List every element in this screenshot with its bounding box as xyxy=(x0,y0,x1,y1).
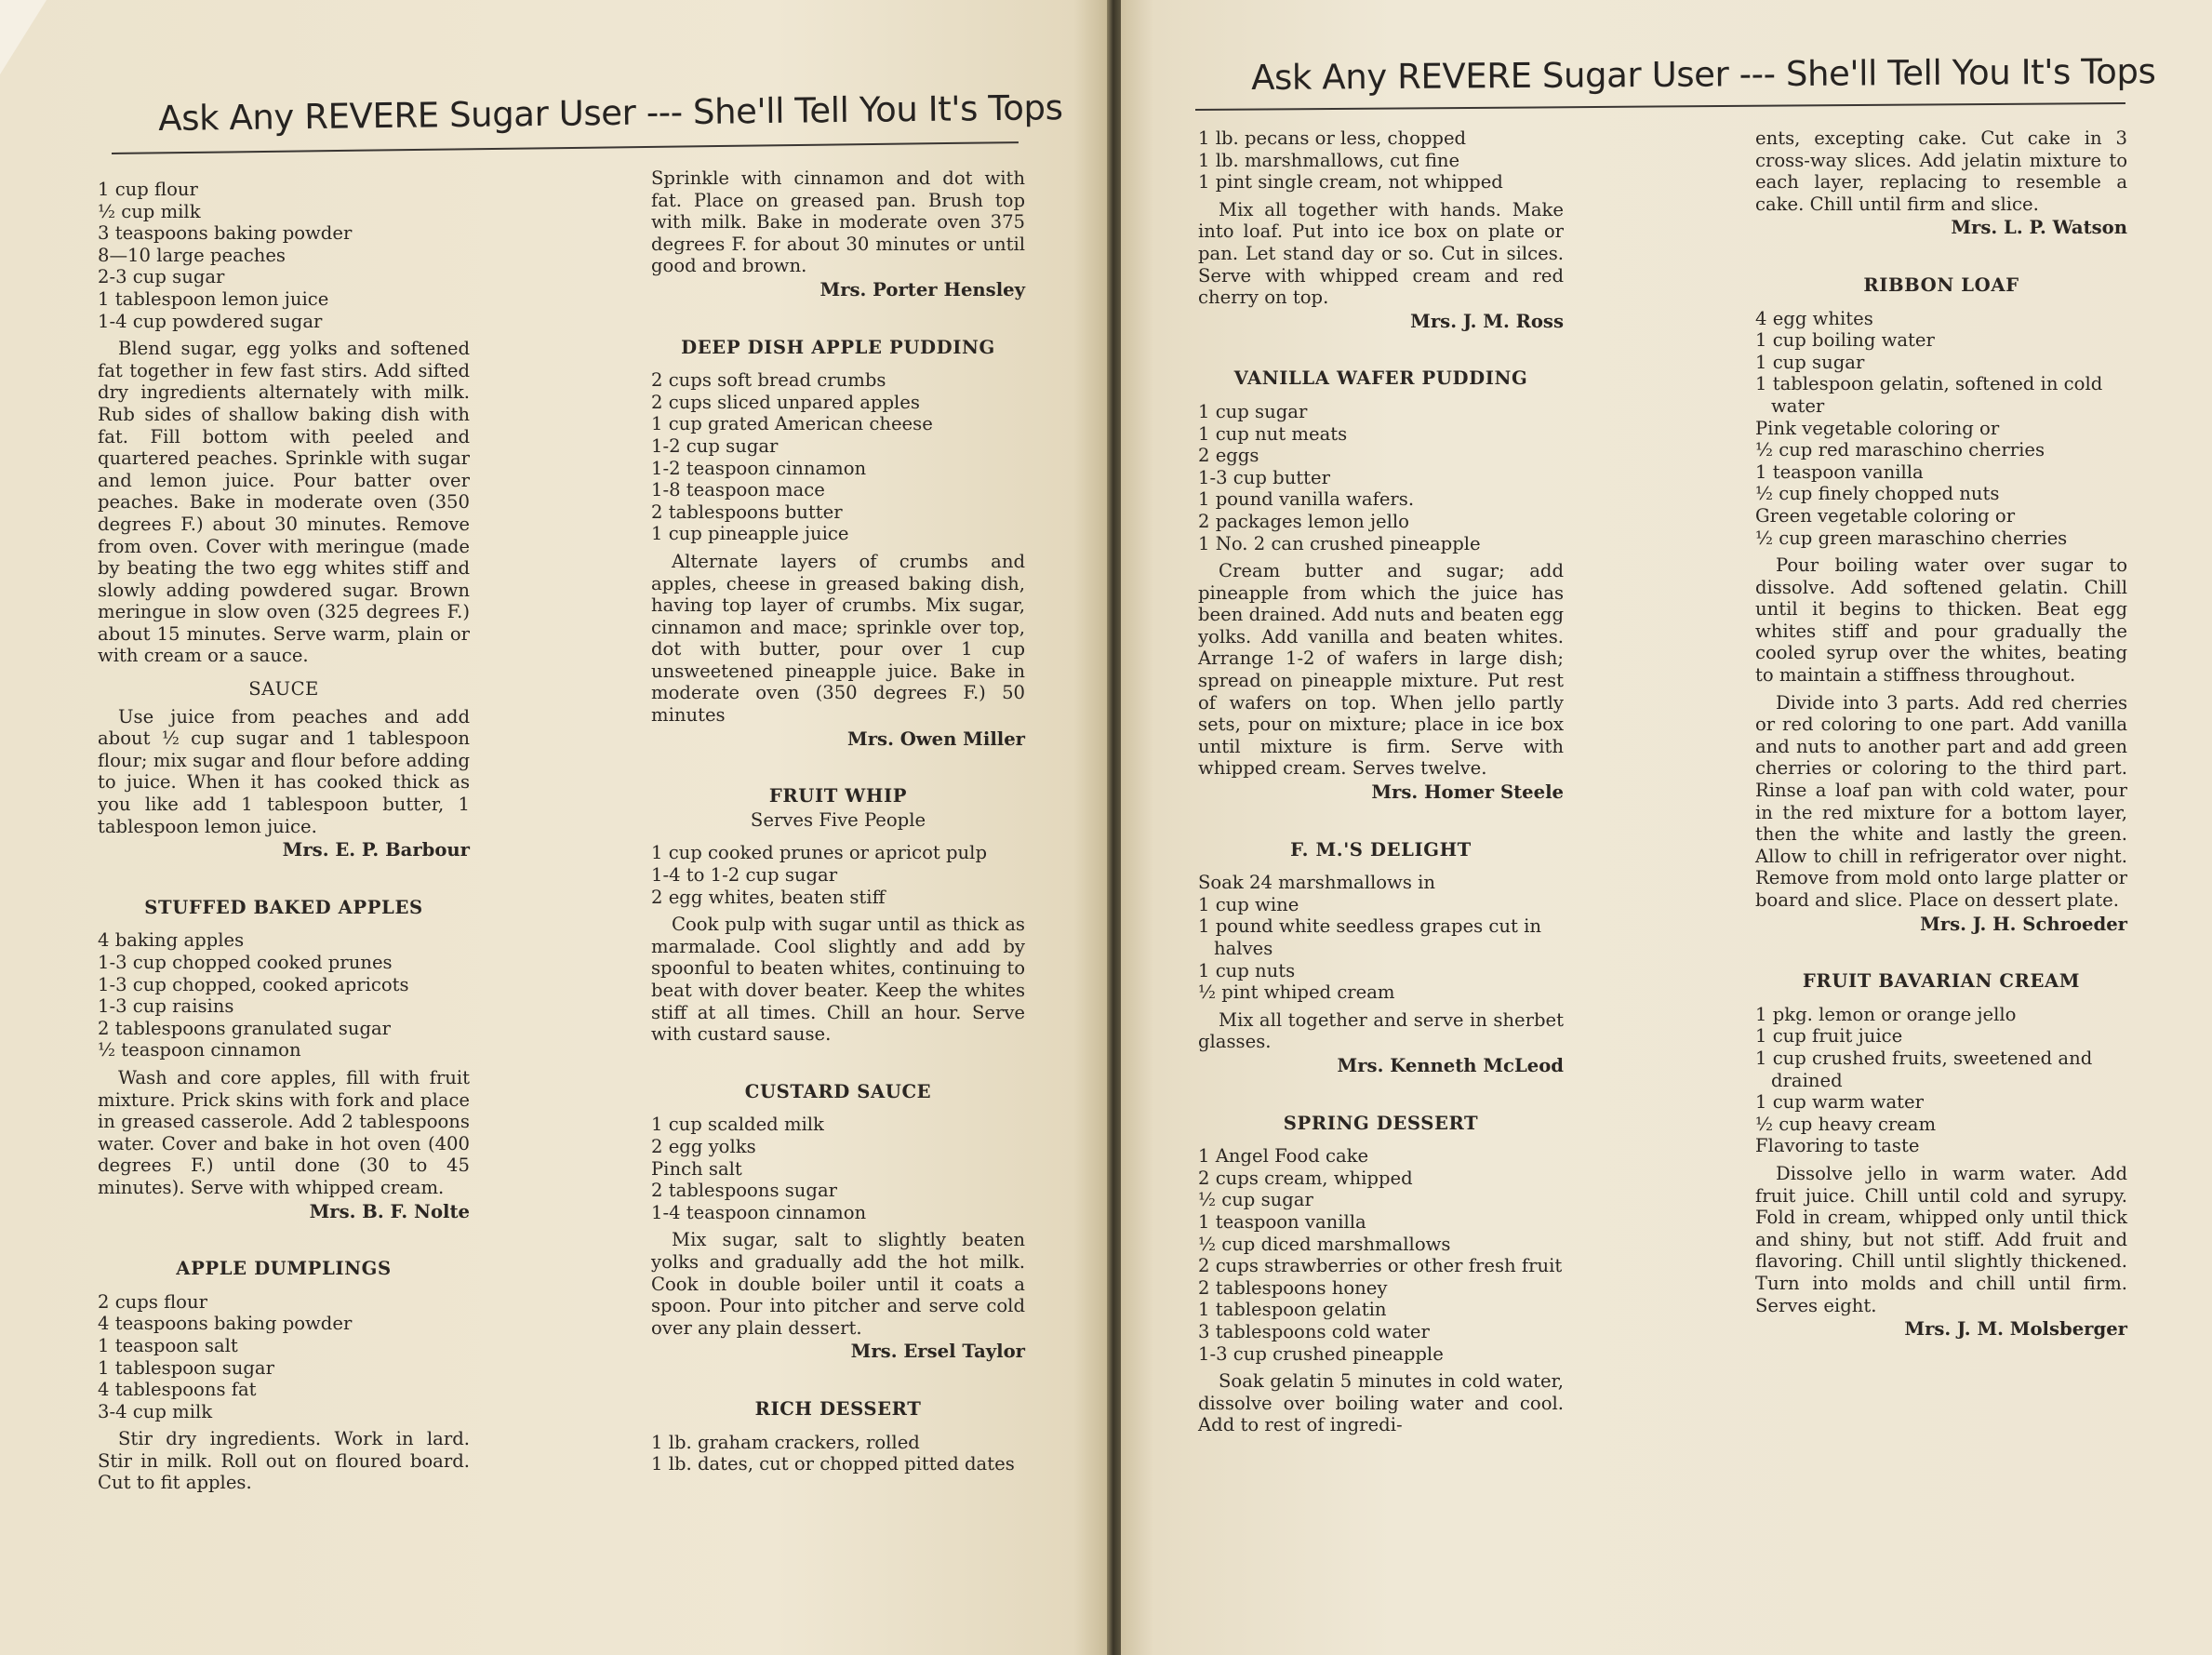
recipe-attribution: Mrs. E. P. Barbour xyxy=(282,839,470,861)
ingredient-list xyxy=(651,369,1025,545)
ingredient-item: 4 tablespoons fat xyxy=(98,1379,257,1401)
ingredient-item: 1 teaspoon salt xyxy=(98,1334,238,1356)
ingredient-item: 1-3 cup chopped, cooked apricots xyxy=(98,973,409,995)
recipe-directions: Stir dry ingredients. Work in lard. Stir in milk. Roll out on floured board. Cut to fit apples. xyxy=(98,1428,470,1494)
ingredient-item: 1 cup scalded milk xyxy=(651,1114,824,1136)
ingredient-item: 2 tablespoons butter xyxy=(651,501,843,523)
ingredient-item: 1 cup crushed fruits, sweetened and drained xyxy=(1755,1047,2093,1091)
recipe-attribution: Mrs. Ersel Taylor xyxy=(850,1341,1025,1363)
ingredient-list xyxy=(651,1432,1025,1475)
ingredient-item: 1 lb. marshmallows, cut fine xyxy=(1198,149,1460,171)
ingredient-item: 1-4 to 1-2 cup sugar xyxy=(651,864,838,887)
recipe-block xyxy=(98,1258,470,1494)
recipe-block xyxy=(1198,1113,1564,1436)
recipe-block xyxy=(1198,127,1564,332)
recipe-directions: Pour boiling water over sugar to dissolve. Add softened gelatin. Chill until it begins to thicken. Beat egg whites stiff and pour gradually the cooled syrup over the whites, beating to maintain a stiffness throughout. xyxy=(1755,554,2127,687)
ingredient-item: ½ cup sugar xyxy=(1198,1189,1313,1211)
ingredient-item: 1 cup wine xyxy=(1198,893,1299,915)
ingredient-item: 1 cup nuts xyxy=(1198,959,1296,981)
recipe-attribution: Mrs. Owen Miller xyxy=(847,727,1025,750)
ingredient-item: Flavoring to taste xyxy=(1755,1135,1920,1157)
ingredient-item: 2 egg yolks xyxy=(651,1135,756,1157)
ingredient-list xyxy=(1198,127,1564,194)
ingredient-item: ½ teaspoon cinnamon xyxy=(98,1039,301,1061)
ingredient-item: 1 cup sugar xyxy=(1755,351,1865,373)
recipe-title: DEEP DISH APPLE PUDDING xyxy=(681,336,995,358)
recipe-attribution: Mrs. Porter Hensley xyxy=(820,278,1025,300)
ingredient-item: 1 No. 2 can crushed pineapple xyxy=(1198,532,1481,554)
ingredient-item: 2 cups cream, whipped xyxy=(1198,1167,1413,1189)
recipe-title: FRUIT BAVARIAN CREAM xyxy=(1802,970,2081,993)
recipe-block xyxy=(651,1081,1025,1363)
ingredient-item: 2 cups sliced unpared apples xyxy=(651,391,920,413)
ingredient-item: 4 egg whites xyxy=(1755,307,1873,329)
recipe-directions: Divide into 3 parts. Add red cherries or red coloring to one part. Add vanilla and nuts to another part and add green cherries or coloring to the third part. Rinse a loaf pan with cold water, pour in the red mixture for a bottom layer, then the white and lastly the green. Allow to chill in refrigerator over night. Remove from mold onto large platter or board and slice. Place on dessert plate. xyxy=(1755,691,2127,911)
left-column-1 xyxy=(98,179,470,1494)
ingredient-item: 1-3 cup raisins xyxy=(98,995,234,1018)
header-rule xyxy=(1195,102,2125,111)
ingredient-list xyxy=(98,1291,470,1423)
ingredient-item: 3 teaspoons baking powder xyxy=(98,222,353,245)
ingredient-list xyxy=(98,929,470,1061)
recipe-subtitle: Serves Five People xyxy=(750,808,926,831)
left-column-2 xyxy=(651,167,1025,1475)
recipe-directions: Dissolve jello in warm water. Add fruit juice. Chill until cold and syrupy. Fold in cream, whipped only until thick and shiny, but not stiff. Add fruit and flavoring. Chill until slightly thickened. Turn into molds and chill until firm. Serves eight. xyxy=(1755,1162,2127,1316)
ingredient-item: 1 Angel Food cake xyxy=(1198,1145,1369,1168)
header-rule xyxy=(112,141,1019,154)
recipe-title: VANILLA WAFER PUDDING xyxy=(1233,367,1528,390)
page-header: Ask Any REVERE Sugar User --- She'll Tell You It's Tops xyxy=(158,87,1063,139)
ingredient-item: ½ cup red maraschino cherries xyxy=(1755,439,2045,461)
recipe-block xyxy=(651,785,1025,1046)
recipe-directions: Blend sugar, egg yolks and softened fat together in few fast stirs. Add sifted dry ingredients alternately with milk. Rub sides of shallow baking dish with fat. Fill bottom with peeled and quartered peaches. Sprinkle with sugar and lemon juice. Pour batter over peaches. Bake in moderate oven (350 degrees F.) about 30 minutes. Remove from oven. Cover with meringue (made by beating the two egg whites stiff and slowly adding powdered sugar. Brown meringue in slow oven (325 degrees F.) about 15 minutes. Serve warm, plain or with cream or a sauce. xyxy=(98,338,470,667)
ingredient-item: 1 cup nut meats xyxy=(1198,422,1348,445)
recipe-directions: Use juice from peaches and add about ½ cup sugar and 1 tablespoon flour; mix sugar and flour before adding to juice. When it has cooked thick as you like add 1 tablespoon butter, 1 tablespoon lemon juice. xyxy=(98,705,470,837)
ingredient-item: 1-4 teaspoon cinnamon xyxy=(651,1201,867,1223)
ingredient-item: 1 lb. graham crackers, rolled xyxy=(651,1431,920,1453)
ingredient-item: 3-4 cup milk xyxy=(98,1400,213,1422)
ingredient-item: ½ cup green maraschino cherries xyxy=(1755,527,2068,549)
recipe-attribution: Mrs. B. F. Nolte xyxy=(309,1200,470,1222)
ingredient-list xyxy=(651,1114,1025,1223)
ingredient-item: 2 tablespoons sugar xyxy=(651,1180,838,1202)
book-gutter xyxy=(1107,0,1121,1655)
ingredient-item: Soak 24 marshmallows in xyxy=(1198,872,1435,894)
recipe-block xyxy=(651,337,1025,751)
ingredient-item: 1-3 cup butter xyxy=(1198,466,1331,488)
ingredient-item: 1-2 cup sugar xyxy=(651,434,779,457)
ingredient-item: 1 tablespoon sugar xyxy=(98,1356,274,1379)
ingredient-item: 1 lb. dates, cut or chopped pitted dates xyxy=(651,1453,1015,1475)
recipe-title: STUFFED BAKED APPLES xyxy=(144,896,423,918)
ingredient-item: 1 pkg. lemon or orange jello xyxy=(1755,1003,2017,1025)
ingredient-item: 1 cup warm water xyxy=(1755,1091,1924,1114)
recipe-directions: Alternate layers of crumbs and apples, cheese in greased baking dish, having top layer of crumbs. Mix sugar, cinnamon and mace; sprinkle over top, dot with butter, pour over 1 cup unsweetened pineapple juice. Bake in moderate oven (350 degrees F.) 50 minutes xyxy=(651,550,1025,727)
ingredient-item: Pinch salt xyxy=(651,1157,742,1180)
ingredient-item: ½ pint whiped cream xyxy=(1198,981,1395,1004)
ingredient-item: 1 teaspoon vanilla xyxy=(1198,1210,1366,1233)
recipe-directions: ents, excepting cake. Cut cake in 3 cross-way slices. Add jelatin mixture to each layer, replacing to resemble a cake. Chill until firm and slice. xyxy=(1755,127,2127,215)
ingredient-item: 2 cups flour xyxy=(98,1290,207,1313)
recipe-directions: Cream butter and sugar; add pineapple from which the juice has been drained. Add nuts and beaten egg yolks. Add vanilla and beaten whites. Arrange 1-2 of wafers in large dish; spread on pineapple mixture. Put rest of wafers on top. When jello partly sets, pour on mixture; place in ice box until mixture is firm. Serve with whipped cream. Serves twelve. xyxy=(1198,560,1564,780)
recipe-block xyxy=(1198,367,1564,803)
ingredient-item: 2 egg whites, beaten stiff xyxy=(651,886,886,908)
ingredient-item: ½ cup diced marshmallows xyxy=(1198,1233,1451,1255)
recipe-directions: Mix all together and serve in sherbet glasses. xyxy=(1198,1008,1564,1053)
right-column-2 xyxy=(1755,127,2127,1341)
ingredient-item: 1 lb. pecans or less, chopped xyxy=(1198,127,1467,149)
ingredient-item: 1 tablespoon gelatin xyxy=(1198,1299,1387,1321)
recipe-title: SPRING DESSERT xyxy=(1283,1112,1479,1134)
ingredient-item: 2 cups soft bread crumbs xyxy=(651,369,886,392)
ingredient-item: 1-3 cup crushed pineapple xyxy=(1198,1342,1444,1365)
ingredient-item: 1 cup boiling water xyxy=(1755,329,1935,352)
ingredient-item: 2 tablespoons granulated sugar xyxy=(98,1017,392,1039)
ingredient-item: 1 cup flour xyxy=(98,179,198,200)
right-column-1 xyxy=(1198,127,1564,1436)
right-page xyxy=(1121,0,2212,1655)
ingredient-list xyxy=(1755,1004,2127,1157)
ingredient-item: 2 eggs xyxy=(1198,445,1259,467)
ingredient-item: 2 tablespoons honey xyxy=(1198,1276,1388,1299)
recipe-directions: Mix sugar, salt to slightly beaten yolks and gradually add the hot milk. Cook in double boiler until it coats a spoon. Pour into pitcher and serve cold over any plain dessert. xyxy=(651,1229,1025,1339)
ingredient-item: 1 tablespoon lemon juice xyxy=(98,287,329,310)
ingredient-item: 1-3 cup chopped cooked prunes xyxy=(98,952,393,973)
recipe-block xyxy=(651,1398,1025,1475)
ingredient-item: 1 cup fruit juice xyxy=(1755,1025,1903,1048)
recipe-directions: Mix all together with hands. Make into loaf. Put into ice box on plate or pan. Let stand day or so. Cut in silces. Serve with whipped cream and red cherry on top. xyxy=(1198,198,1564,309)
ingredient-item: 2 cups strawberries or other fresh fruit xyxy=(1198,1255,1563,1277)
ingredient-item: ½ cup finely chopped nuts xyxy=(1755,483,2000,505)
recipe-block xyxy=(651,167,1025,301)
recipe-attribution: Mrs. L. P. Watson xyxy=(1951,217,2127,239)
recipe-attribution: Mrs. J. H. Schroeder xyxy=(1920,913,2127,935)
ingredient-item: 1 cup pineapple juice xyxy=(651,523,849,545)
ingredient-item: 1 cup grated American cheese xyxy=(651,413,933,435)
recipe-block xyxy=(98,897,470,1222)
recipe-title: CUSTARD SAUCE xyxy=(744,1080,932,1102)
recipe-block xyxy=(1198,839,1564,1077)
ingredient-list xyxy=(1198,872,1564,1004)
recipe-block xyxy=(1755,127,2127,239)
ingredient-item: 1-2 teaspoon cinnamon xyxy=(651,457,867,479)
recipe-directions: Sprinkle with cinnamon and dot with fat. Place on greased pan. Brush top with milk. Bake in moderate oven 375 degrees F. for about 30 minutes or until good and brown. xyxy=(651,167,1025,277)
ingredient-list xyxy=(1198,1145,1564,1365)
ingredient-item: 4 teaspoons baking powder xyxy=(98,1313,353,1335)
ingredient-item: 1-4 cup powdered sugar xyxy=(98,310,323,332)
ingredient-item: 2-3 cup sugar xyxy=(98,266,225,288)
ingredient-item: 1 cup sugar xyxy=(1198,400,1308,422)
ingredient-item: ½ cup milk xyxy=(98,200,201,222)
ingredient-item: 2 packages lemon jello xyxy=(1198,510,1409,532)
recipe-title: RICH DESSERT xyxy=(754,1397,922,1420)
ingredient-list xyxy=(651,842,1025,908)
ingredient-item: 1 pound white seedless grapes cut in halves xyxy=(1198,915,1541,959)
ingredient-item: 1 pound vanilla wafers. xyxy=(1198,488,1415,511)
recipe-title: SAUCE xyxy=(248,678,319,701)
ingredient-list xyxy=(98,179,470,332)
ingredient-item: Pink vegetable coloring or xyxy=(1755,417,2000,439)
recipe-title: RIBBON LOAF xyxy=(1863,274,2019,296)
ingredient-item: 1 tablespoon gelatin, softened in cold water xyxy=(1755,373,2103,417)
recipe-block xyxy=(98,678,470,861)
recipe-title: F. M.'S DELIGHT xyxy=(1290,838,1472,861)
ingredient-item: 4 baking apples xyxy=(98,929,245,952)
page-header: Ask Any REVERE Sugar User --- She'll Tell You It's Tops xyxy=(1251,51,2156,98)
recipe-directions: Soak gelatin 5 minutes in cold water, dissolve over boiling water and cool. Add to rest of ingredi- xyxy=(1198,1370,1564,1436)
ingredient-item: 1 teaspoon vanilla xyxy=(1755,460,1924,483)
page-corner-fold xyxy=(0,0,47,74)
recipe-title: FRUIT WHIP xyxy=(768,785,908,807)
recipe-title: APPLE DUMPLINGS xyxy=(176,1258,392,1280)
recipe-directions: Wash and core apples, fill with fruit mixture. Prick skins with fork and place in greased casserole. Add 2 tablespoons water. Cover and bake in hot oven (400 degrees F.) until done (30 to 45 minutes). Serve with whipped cream. xyxy=(98,1066,470,1198)
recipe-attribution: Mrs. Kenneth McLeod xyxy=(1337,1054,1564,1076)
ingredient-item: Green vegetable coloring or xyxy=(1755,504,2016,527)
recipe-attribution: Mrs. Homer Steele xyxy=(1371,781,1564,804)
ingredient-item: 1 pint single cream, not whipped xyxy=(1198,171,1503,194)
recipe-directions: Cook pulp with sugar until as thick as marmalade. Cool slightly and add by spoonful to beaten whites, continuing to beat with dover beater. Keep the whites stiff at all times. Chill an hour. Serve with custard sause. xyxy=(651,914,1025,1046)
ingredient-list xyxy=(1755,308,2127,550)
ingredient-list xyxy=(1198,401,1564,554)
ingredient-item: 1-8 teaspoon mace xyxy=(651,479,825,501)
recipe-attribution: Mrs. J. M. Ross xyxy=(1410,310,1564,332)
ingredient-item: 3 tablespoons cold water xyxy=(1198,1320,1430,1342)
recipe-block xyxy=(1755,970,2127,1341)
recipe-block xyxy=(1755,274,2127,935)
ingredient-item: ½ cup heavy cream xyxy=(1755,1113,1937,1135)
recipe-block xyxy=(98,179,470,667)
ingredient-item: 1 cup cooked prunes or apricot pulp xyxy=(651,842,987,864)
ingredient-item: 8—10 large peaches xyxy=(98,244,286,266)
recipe-attribution: Mrs. J. M. Molsberger xyxy=(1904,1318,2127,1341)
